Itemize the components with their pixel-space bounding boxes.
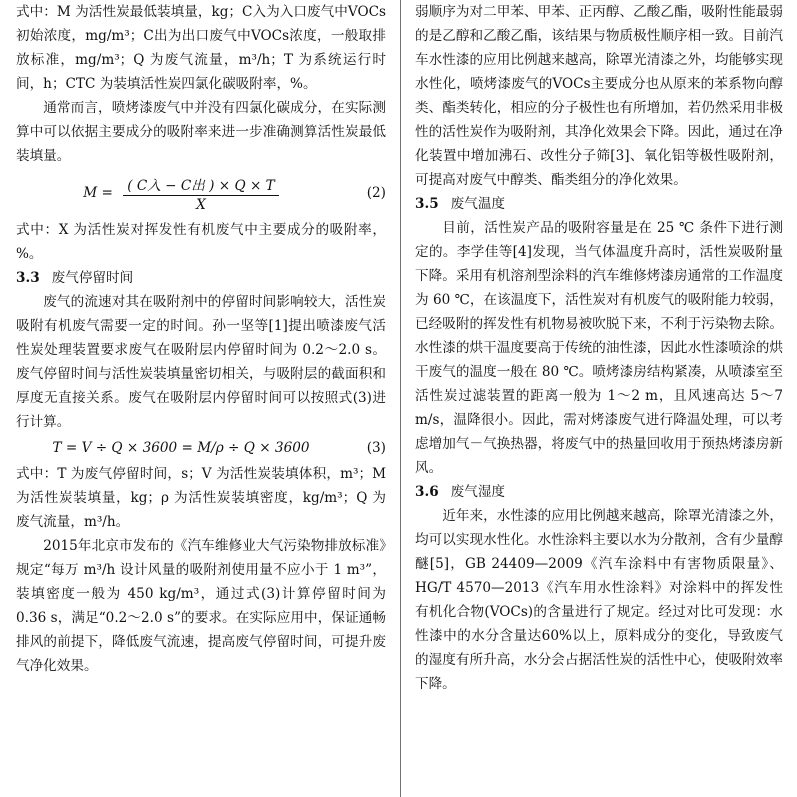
section-number: 3.5 xyxy=(415,196,439,212)
paragraph-polarity: 弱顺序为对二甲苯、甲苯、正丙醇、乙酸乙酯，吸附性能最弱的是乙醇和乙酸乙酯，该结果与物质极性顺序相一致。目前汽车水性漆的应用比例越来越高，除罩光清漆之外，均能够实现水性化，喷烤漆废气的VOCs主要成分也从原来的苯系物向醇类、酯类转化，相应的分子极性也有所增加，若仍然采用非极性的活性炭作为吸附剂，其净化效果会下降。因此，通过在净化装置中增加沸石、改性分子筛[3]、氧化铝等极性吸附剂，可提高对废气中醇类、酯类组分的净化效果。 xyxy=(415,4,783,188)
right-column xyxy=(415,0,783,696)
section-heading-3-5 xyxy=(415,192,783,216)
equation-3-expression: T = V ÷ Q × 3600 = M/ρ ÷ Q × 3600 xyxy=(52,440,310,456)
variable-definitions-eq3: 式中：T 为废气停留时间，s；V 为活性炭装填体积，m³；M 为活性炭装填量，kg；ρ 为活性炭装填密度，kg/m³；Q 为废气流量，m³/h。 xyxy=(16,466,386,530)
paragraph-measurement-note: 通常而言，喷烤漆废气中并没有四氯化碳成分，在实际测算中可以依据主要成分的吸附率来进一步准确测算活性炭最低装填量。 xyxy=(16,100,386,164)
equation-3 xyxy=(16,436,386,460)
equation-2-fraction xyxy=(123,174,279,213)
equation-3-number: (3) xyxy=(366,440,386,456)
left-column xyxy=(16,0,386,678)
paragraph-beijing-standard: 2015年北京市发布的《汽车维修业大气污染物排放标准》规定“每万 m³/h 设计风量的吸附剂使用量不应小于 1 m³”，装填密度一般为 450 kg/m³，通过式(3)计算停留时间为 0.36 s，满足“0.2～2.0 s”的要求。在实际应用中，保证通畅排风的前提下，降低废气流速，提高废气停留时间，可提升废气净化效果。 xyxy=(16,538,386,674)
equation-2-expression xyxy=(16,174,346,213)
paragraph-exhaust-temperature: 目前，活性炭产品的吸附容量是在 25 ℃ 条件下进行测定的。李学佳等[4]发现，当气体温度升高时，活性炭吸附量下降。采用有机溶剂型涂料的汽车维修烤漆房通常的工作温度为 60 ℃，在该温度下，活性炭对有机废气的吸附能力较弱，已经吸附的挥发性有机物易被吹脱下来，不利于污染物去除。水性漆的烘干温度要高于传统的油性漆，因此水性漆喷涂的烘干废气的温度一般在 80 ℃。喷烤漆房结构紧凑，从喷漆室至活性炭过滤装置的距离一般为 1～2 m，且风速高达 5～7 m/s，温降很小。因此，需对烤漆废气进行降温处理，可以考虑增加气－气换热器，将废气中的热量回收用于预热烤漆房新风。 xyxy=(415,220,783,476)
variable-definitions-eq1: 式中：M 为活性炭最低装填量，kg；C入为入口废气中VOCs初始浓度，mg/m³；C出为出口废气中VOCs浓度，一般取排放标准，mg/m³；Q 为废气流量，m³/h；T 为系统运行时间，h；CTC 为装填活性炭四氯化碳吸附率，%。 xyxy=(16,4,386,92)
equation-2-numerator: ( C入 − C出 ) × Q × T xyxy=(123,174,279,196)
section-title: 废气湿度 xyxy=(450,484,506,500)
section-heading-3-6 xyxy=(415,480,783,504)
paragraph-residence-time: 废气的流速对其在吸附剂中的停留时间影响较大，活性炭吸附有机废气需要一定的时间。孙一坚等[1]提出喷漆废气活性炭处理装置要求废气在吸附层内停留时间为 0.2～2.0 s。废气停留时间与活性炭装填量密切相关，与吸附层的截面积和厚度无直接关系。废气在吸附层内停留时间可以按照式(3)进行计算。 xyxy=(16,294,386,430)
section-title: 废气停留时间 xyxy=(51,270,134,286)
equation-2 xyxy=(16,170,386,216)
column-divider xyxy=(400,0,401,797)
section-number: 3.3 xyxy=(16,270,40,286)
section-title: 废气温度 xyxy=(450,196,506,212)
equation-2-lhs: M = xyxy=(83,184,113,201)
section-heading-3-3 xyxy=(16,266,386,290)
equation-2-denominator: X xyxy=(196,196,206,213)
paragraph-exhaust-humidity: 近年来，水性漆的应用比例越来越高，除罩光清漆之外，均可以实现水性化。水性涂料主要以水为分散剂，含有少量醇醚[5]，GB 24409—2009《汽车涂料中有害物质限量》、HG/T 4570—2013《汽车用水性涂料》对涂料中的挥发性有机化合物(VOCs)的含量进行了规定。经过对比可发现：水性漆中的水分含量达60%以上，原料成分的变化，导致废气的湿度有所升高，水分会占据活性炭的活性中心，使吸附效率下降。 xyxy=(415,508,783,692)
variable-definitions-eq2: 式中：X 为活性炭对挥发性有机废气中主要成分的吸附率，%。 xyxy=(16,222,386,262)
equation-2-number: (2) xyxy=(366,185,386,201)
section-number: 3.6 xyxy=(415,484,439,500)
